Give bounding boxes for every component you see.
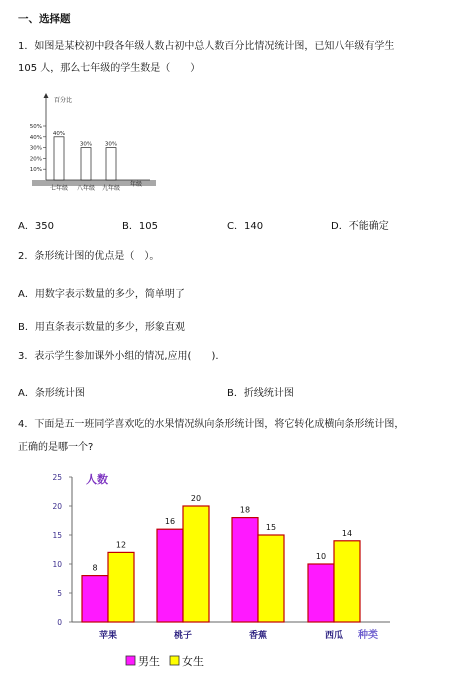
bar-girls-2 [183, 506, 209, 622]
bar-boys-3 [232, 518, 258, 622]
fruit-preference-chart [40, 466, 400, 672]
legend-swatch-boys [126, 656, 135, 665]
bar-girls-1 [108, 552, 134, 622]
q2-option-b[interactable]: B．用直条表示数量的多少，形象直观 [18, 322, 185, 333]
data-label: 20 [190, 494, 202, 503]
q4-line2: 正确的是哪一个? [18, 442, 94, 453]
y-tick-label: 20 [52, 502, 62, 511]
bar-2 [81, 148, 91, 180]
x-tick-label: 八年级 [76, 185, 96, 192]
bar-boys-2 [157, 529, 183, 622]
x-tick-label: 七年级 [49, 185, 69, 192]
y-axis-label: 百分比 [54, 97, 73, 104]
q3-text: 3．表示学生参加课外小组的情况,应用( ). [18, 351, 219, 362]
data-label: 30% [104, 141, 118, 148]
q4-line1: 4．下面是五一班同学喜欢吃的水果情况纵向条形统计图，将它转化成横向条形统计图， [18, 419, 405, 430]
legend-swatch-girls [170, 656, 179, 665]
q1-option-c[interactable]: C．140 [227, 221, 264, 232]
y-tick-label: 20% [29, 156, 42, 163]
q1-line1: 1．如图是某校初中段各年级人数占初中总人数百分比情况统计图，已知八年级有学生 [18, 41, 395, 52]
data-label: 10 [315, 552, 327, 561]
bar-boys-1 [82, 576, 108, 622]
q1-option-d[interactable]: D．不能确定 [331, 221, 389, 232]
bar-3 [106, 148, 116, 180]
y-tick-label: 0 [57, 618, 62, 627]
data-label: 12 [115, 540, 127, 550]
bar-boys-4 [308, 564, 334, 622]
q3-option-a[interactable]: A．条形统计图 [18, 388, 85, 399]
bar-girls-4 [334, 541, 360, 622]
data-label: 30% [79, 141, 93, 148]
legend-label: 女生 [182, 655, 204, 668]
q3-option-b[interactable]: B．折线统计图 [227, 388, 294, 399]
legend-label: 男生 [138, 655, 160, 668]
x-axis-label: 年级 [130, 181, 143, 188]
y-tick-label: 30% [29, 145, 42, 152]
x-tick-label: 香蕉 [248, 631, 268, 641]
y-axis-arrow [44, 93, 49, 98]
x-tick-label: 九年级 [101, 185, 121, 192]
data-label: 18 [239, 505, 251, 515]
data-label: 15 [265, 523, 277, 532]
data-label: 40% [52, 130, 66, 137]
y-tick-label: 5 [57, 589, 62, 598]
section-title: 一、选择题 [18, 13, 71, 25]
y-tick-label: 25 [52, 473, 62, 482]
x-tick-label: 西瓜 [324, 631, 344, 641]
q2-text: 2．条形统计图的优点是（ ）。 [18, 251, 160, 262]
grade-percentage-chart [28, 92, 158, 202]
q1-option-b[interactable]: B．105 [122, 221, 158, 232]
data-label: 16 [164, 517, 176, 527]
q1-line2: 105 人，那么七年级的学生数是（ ） [18, 63, 201, 74]
data-label: 8 [92, 563, 98, 573]
y-tick-label: 50% [29, 124, 42, 130]
data-label: 14 [341, 528, 353, 538]
y-tick-label: 10 [52, 560, 62, 569]
bar-1 [54, 137, 64, 180]
x-tick-label: 桃子 [173, 631, 193, 641]
q2-option-a[interactable]: A．用数字表示数量的多少，简单明了 [18, 289, 185, 300]
q1-option-a[interactable]: A．350 [18, 221, 54, 232]
bar-girls-3 [258, 535, 284, 622]
y-axis-label: 人数 [86, 473, 108, 486]
x-tick-label: 苹果 [98, 631, 118, 641]
y-tick-label: 15 [52, 531, 62, 540]
x-axis-label: 种类 [358, 630, 378, 641]
y-tick-label: 10% [29, 167, 42, 174]
y-tick-label: 40% [29, 134, 42, 141]
